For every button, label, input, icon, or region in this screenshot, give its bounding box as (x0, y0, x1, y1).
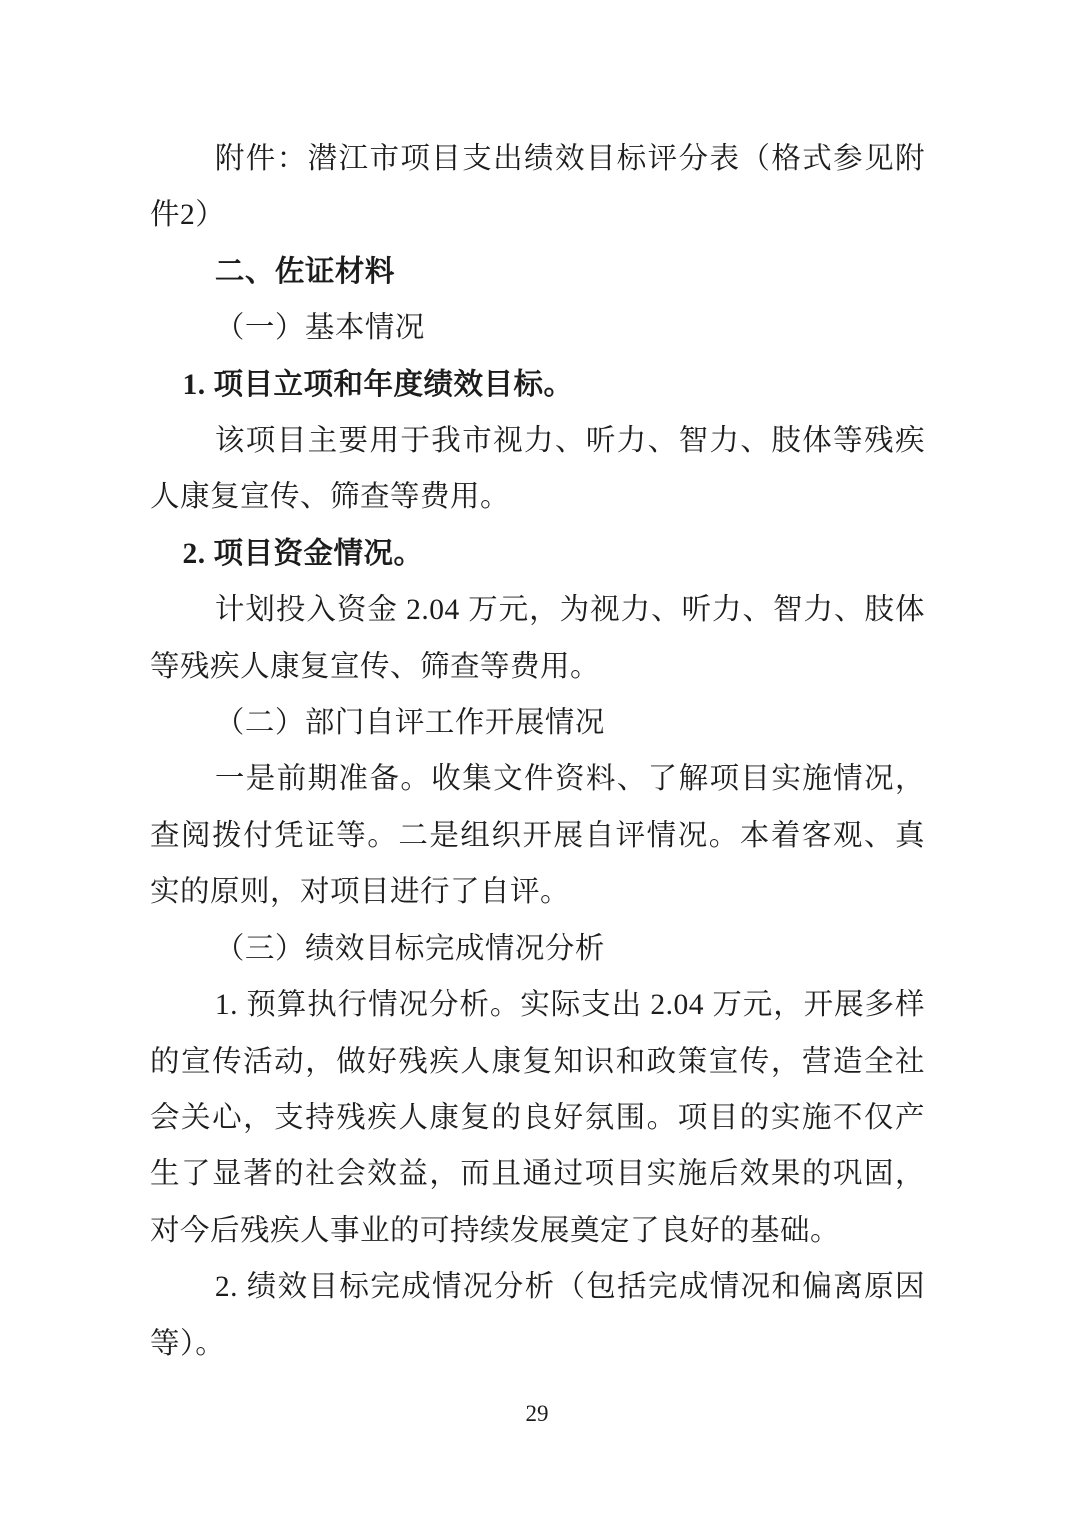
subsection-heading-basic-info: （一）基本情况 (214, 312, 425, 345)
paragraph-planned-funding: 计划投入资金 2.04 万元，为视力、听力、智力、肢体等残疾人康复宣传、筛查等费用。 (150, 594, 925, 683)
item-heading-project-approval: 1. 项目立项和年度绩效目标。 (182, 368, 574, 401)
page-number: 29 (525, 1401, 549, 1426)
item-heading-project-funding: 2. 项目资金情况。 (182, 537, 424, 570)
paragraph-goal-completion-analysis: 2. 绩效目标完成情况分析（包括完成情况和偏离原因等）。 (150, 1271, 925, 1360)
subsection-heading-goal-completion: （三）绩效目标完成情况分析 (214, 932, 605, 965)
paragraph-budget-execution-analysis: 1. 预算执行情况分析。实际支出 2.04 万元，开展多样的宣传活动，做好残疾人康复知识和政策宣传，营造全社会关心，支持残疾人康复的良好氛围。项目的实施不仅产生了显著的社会效益，而且通过项目实施后效果的巩固，对今后残疾人事业的可持续发展奠定了良好的基础。 (150, 989, 925, 1247)
paragraph-self-evaluation-process: 一是前期准备。收集文件资料、了解项目实施情况，查阅拨付凭证等。二是组织开展自评情况。本着客观、真实的原则，对项目进行了自评。 (150, 763, 925, 909)
section-heading-supporting-materials: 二、佐证材料 (214, 254, 395, 288)
attachment-note-paragraph: 附件：潜江市项目支出绩效目标评分表（格式参见附件2） (150, 143, 925, 232)
subsection-heading-self-evaluation: （二）部门自评工作开展情况 (214, 707, 605, 740)
paragraph-project-purpose: 该项目主要用于我市视力、听力、智力、肢体等残疾人康复宣传、筛查等费用。 (150, 425, 925, 514)
document-body (150, 131, 925, 1372)
